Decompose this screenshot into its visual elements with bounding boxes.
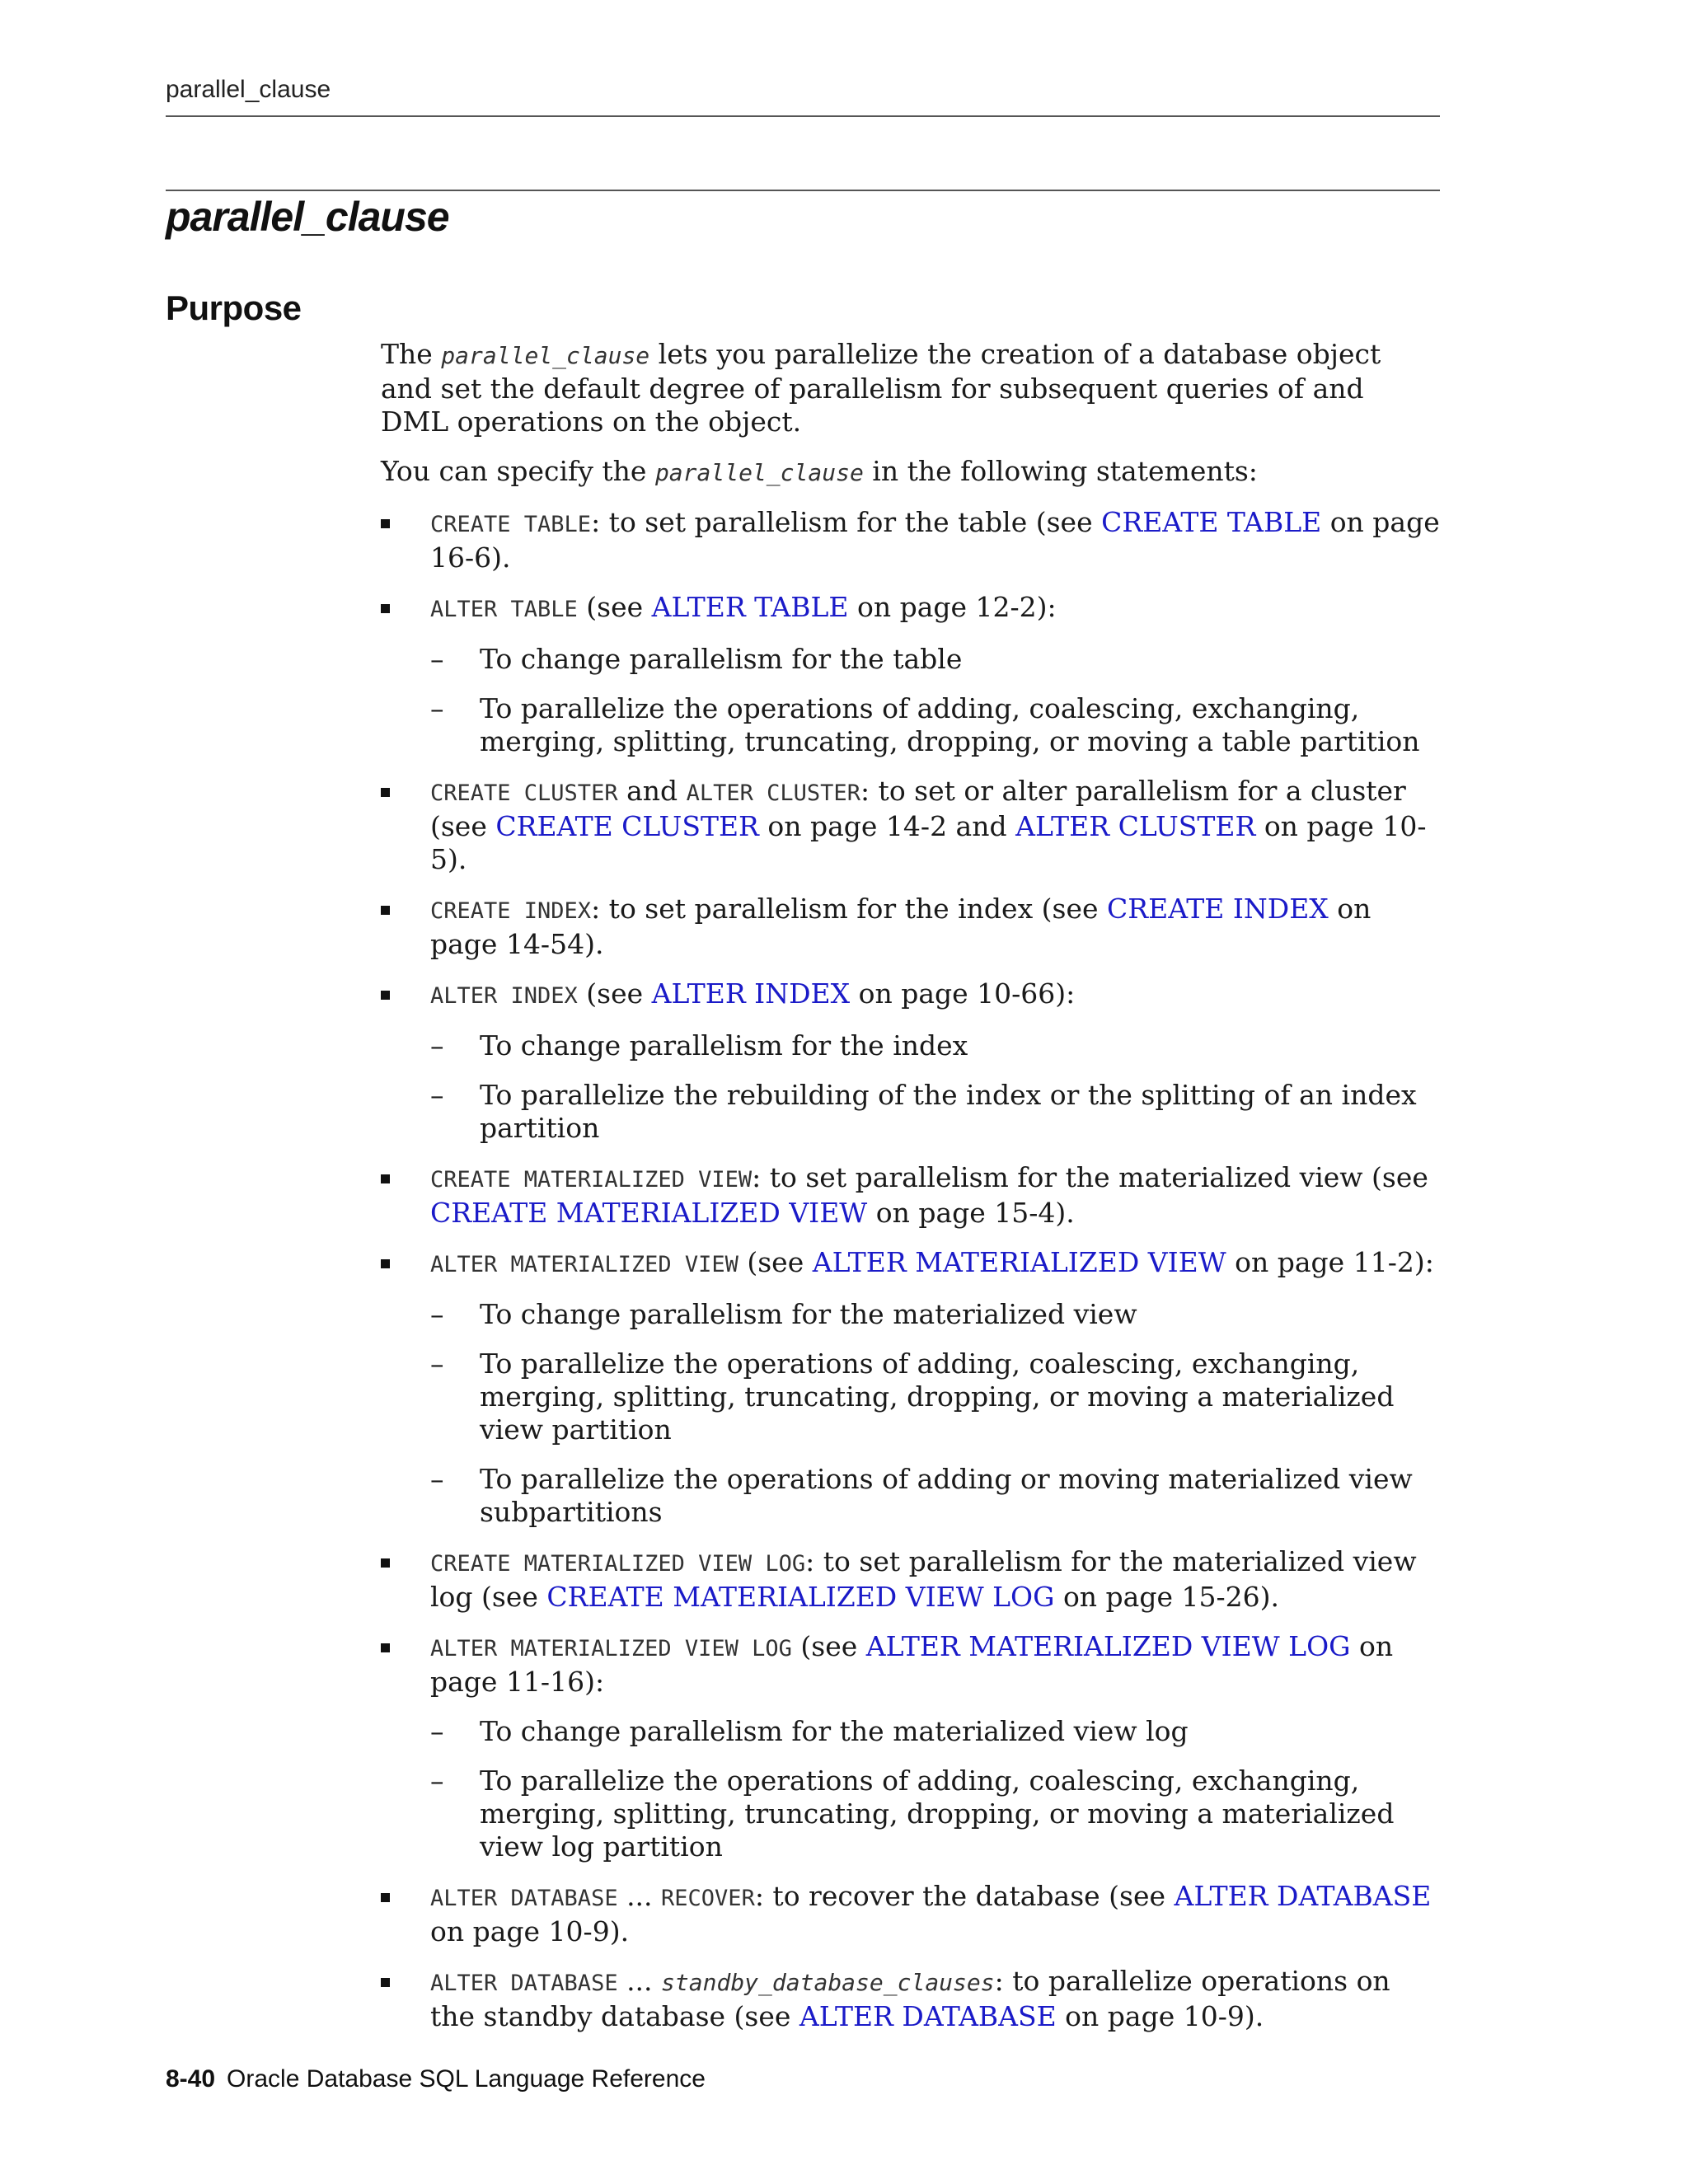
text: (see [577, 977, 652, 1010]
link-create-materialized-view[interactable]: CREATE MATERIALIZED VIEW [430, 1197, 868, 1229]
text: on page 14-2 and [758, 810, 1016, 842]
text: (see [738, 1246, 813, 1278]
body-content [381, 338, 1440, 2050]
text: on page 16-6). [430, 506, 1440, 574]
section-heading-purpose: Purpose [166, 288, 302, 327]
code-term: ALTER MATERIALIZED VIEW LOG [430, 1636, 792, 1661]
text: on page 15-4). [867, 1197, 1075, 1229]
text: (see [577, 591, 652, 623]
text: on page 15-26). [1054, 1581, 1279, 1613]
list-item-alter-database-recover [381, 1880, 1440, 1948]
link-alter-materialized-view[interactable]: ALTER MATERIALIZED VIEW [812, 1246, 1226, 1278]
code-term: CREATE MATERIALIZED VIEW LOG [430, 1551, 806, 1577]
code-term: ALTER INDEX [430, 983, 578, 1009]
header-rule [166, 115, 1440, 117]
code-term: CREATE INDEX [430, 898, 592, 924]
text: on page 12-2): [848, 591, 1057, 623]
sub-list [430, 643, 1440, 758]
sub-list [430, 1715, 1440, 1863]
code-term: RECOVER [661, 1886, 755, 1911]
text: lets you parallelize the creation of a database object and set the default degree of parallelism for subsequent queries of and DML operations on the object. [381, 338, 1381, 438]
code-term: ALTER MATERIALIZED VIEW [430, 1252, 738, 1277]
sub-list-item: – To parallelize the operations of adding, coalescing, exchanging, merging, splitting, truncating, dropping, or moving a table partition [430, 692, 1440, 758]
text: : to set or alter parallelism for a cluster (see [430, 775, 1406, 842]
text: on page 10-9). [430, 1915, 630, 1947]
code-term: ALTER TABLE [430, 597, 578, 622]
list-item-create-index [381, 893, 1440, 961]
link-alter-materialized-view-log[interactable]: ALTER MATERIALIZED VIEW LOG [865, 1630, 1351, 1662]
text: on page 11-2): [1226, 1246, 1434, 1278]
code-term: ALTER DATABASE [430, 1971, 618, 1996]
code-term: CREATE MATERIALIZED VIEW [430, 1167, 753, 1193]
link-alter-database[interactable]: ALTER DATABASE [799, 2000, 1057, 2032]
link-create-materialized-view-log[interactable]: CREATE MATERIALIZED VIEW LOG [546, 1581, 1055, 1613]
text: ... [617, 1880, 662, 1912]
list-item-alter-table [381, 591, 1440, 758]
link-alter-cluster[interactable]: ALTER CLUSTER [1015, 810, 1256, 842]
statements-intro [381, 455, 1440, 490]
text: ... [617, 1965, 662, 1997]
sub-list-item: – To change parallelism for the materialized view [430, 1298, 1440, 1331]
text: : to set parallelism for the materialized view (see [752, 1161, 1428, 1193]
sub-list-item: – To parallelize the rebuilding of the index or the splitting of an index partition [430, 1079, 1440, 1145]
book-title: Oracle Database SQL Language Reference [227, 2065, 706, 2093]
page-footer [166, 2065, 706, 2093]
list-item-alter-database-standby [381, 1965, 1440, 2033]
code-term: ALTER DATABASE [430, 1886, 618, 1911]
link-alter-index[interactable]: ALTER INDEX [651, 977, 851, 1010]
running-head: parallel_clause [166, 76, 331, 103]
title-rule [166, 190, 1440, 191]
list-item-alter-mv [381, 1246, 1440, 1529]
list-item-create-table [381, 506, 1440, 574]
text: : to parallelize operations on the standby database (see [430, 1965, 1390, 2032]
text: : to recover the database (see [754, 1880, 1175, 1912]
sub-list-item: – To change parallelism for the index [430, 1029, 1440, 1062]
link-create-table[interactable]: CREATE TABLE [1101, 506, 1322, 538]
text: on page 14-54). [430, 893, 1372, 960]
text: on page 10-5). [430, 810, 1427, 875]
list-item-alter-index [381, 977, 1440, 1145]
sub-list-item: – To change parallelism for the table [430, 643, 1440, 676]
code-term: CREATE CLUSTER [430, 780, 618, 806]
link-create-index[interactable]: CREATE INDEX [1107, 893, 1329, 925]
code-term: CREATE TABLE [430, 512, 592, 537]
text: in the following statements: [863, 455, 1258, 487]
statement-list [381, 506, 1440, 2033]
sub-list [430, 1029, 1440, 1145]
code-term: parallel_clause [441, 342, 650, 369]
text: on page 11-16): [430, 1630, 1394, 1698]
text: : to set parallelism for the materialized view log (see [430, 1545, 1417, 1613]
code-term: standby_database_clauses [661, 1969, 995, 1996]
text: (see [791, 1630, 866, 1662]
text: : to set parallelism for the index (see [591, 893, 1108, 925]
sub-list [430, 1298, 1440, 1529]
text: on page 10-66): [850, 977, 1076, 1010]
sub-list-item: – To parallelize the operations of adding or moving materialized view subpartitions [430, 1463, 1440, 1529]
text: and [617, 775, 687, 807]
intro-paragraph [381, 338, 1440, 438]
page-title: parallel_clause [166, 194, 449, 240]
link-alter-table[interactable]: ALTER TABLE [651, 591, 849, 623]
text: on page 10-9). [1056, 2000, 1264, 2032]
page-number: 8-40 [166, 2065, 216, 2093]
list-item-alter-mv-log [381, 1630, 1440, 1863]
link-create-cluster[interactable]: CREATE CLUSTER [495, 810, 759, 842]
text: : to set parallelism for the table (see [591, 506, 1102, 538]
list-item-cluster [381, 775, 1440, 876]
text: The [381, 338, 442, 370]
sub-list-item: – To parallelize the operations of adding, coalescing, exchanging, merging, splitting, truncating, dropping, or moving a materialized view log partition [430, 1765, 1440, 1863]
link-alter-database[interactable]: ALTER DATABASE [1174, 1880, 1432, 1912]
code-term: ALTER CLUSTER [686, 780, 860, 806]
sub-list-item: – To change parallelism for the materialized view log [430, 1715, 1440, 1748]
text: You can specify the [381, 455, 655, 487]
sub-list-item: – To parallelize the operations of adding, coalescing, exchanging, merging, splitting, truncating, dropping, or moving a materialized view partition [430, 1347, 1440, 1446]
list-item-create-mv-log [381, 1545, 1440, 1614]
code-term: parallel_clause [654, 459, 864, 486]
list-item-create-mv [381, 1161, 1440, 1230]
